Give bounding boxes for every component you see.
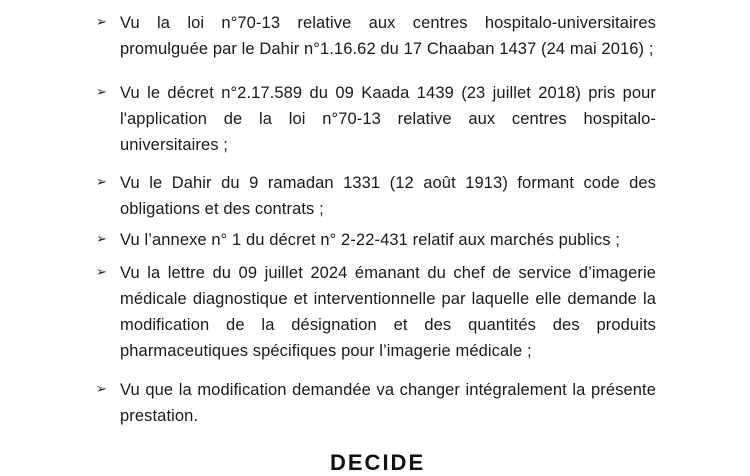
list-item bbox=[96, 377, 656, 429]
arrow-bullet-icon: ➢ bbox=[96, 85, 107, 100]
item-text: Vu la lettre du 09 juillet 2024 émanant du chef de service d’imagerie médicale diagnostique et interventionnelle par laquelle elle demande la modification de la désignation et des quantités des produits pharmaceutiques spécifiques pour l’imagerie médicale ; bbox=[120, 264, 656, 360]
list-item bbox=[96, 227, 656, 253]
arrow-bullet-icon: ➢ bbox=[96, 265, 107, 280]
decide-heading: DECIDE bbox=[330, 450, 426, 475]
item-text: Vu la loi n°70-13 relative aux centres hospitalo-universitaires promulguée par le Dahir n°1.16.62 du 17 Chaaban 1437 (24 mai 2016) ; bbox=[120, 14, 656, 58]
list-item bbox=[96, 260, 656, 364]
item-text: Vu le Dahir du 9 ramadan 1331 (12 août 1913) formant code des obligations et des contrats ; bbox=[120, 174, 656, 218]
list-item bbox=[96, 80, 656, 158]
arrow-bullet-icon: ➢ bbox=[96, 382, 107, 397]
arrow-bullet-icon: ➢ bbox=[96, 175, 107, 190]
arrow-bullet-icon: ➢ bbox=[96, 232, 107, 247]
item-text: Vu le décret n°2.17.589 du 09 Kaada 1439 (23 juillet 2018) pris pour l'application de la loi n°70-13 relative aux centres hospitalo-universitaires ; bbox=[120, 84, 656, 154]
arrow-bullet-icon: ➢ bbox=[96, 15, 107, 30]
list-item bbox=[96, 10, 656, 62]
list-item bbox=[96, 170, 656, 222]
item-text: Vu que la modification demandée va changer intégralement la présente prestation. bbox=[120, 381, 656, 425]
item-text: Vu l’annexe n° 1 du décret n° 2-22-431 relatif aux marchés publics ; bbox=[120, 231, 620, 249]
